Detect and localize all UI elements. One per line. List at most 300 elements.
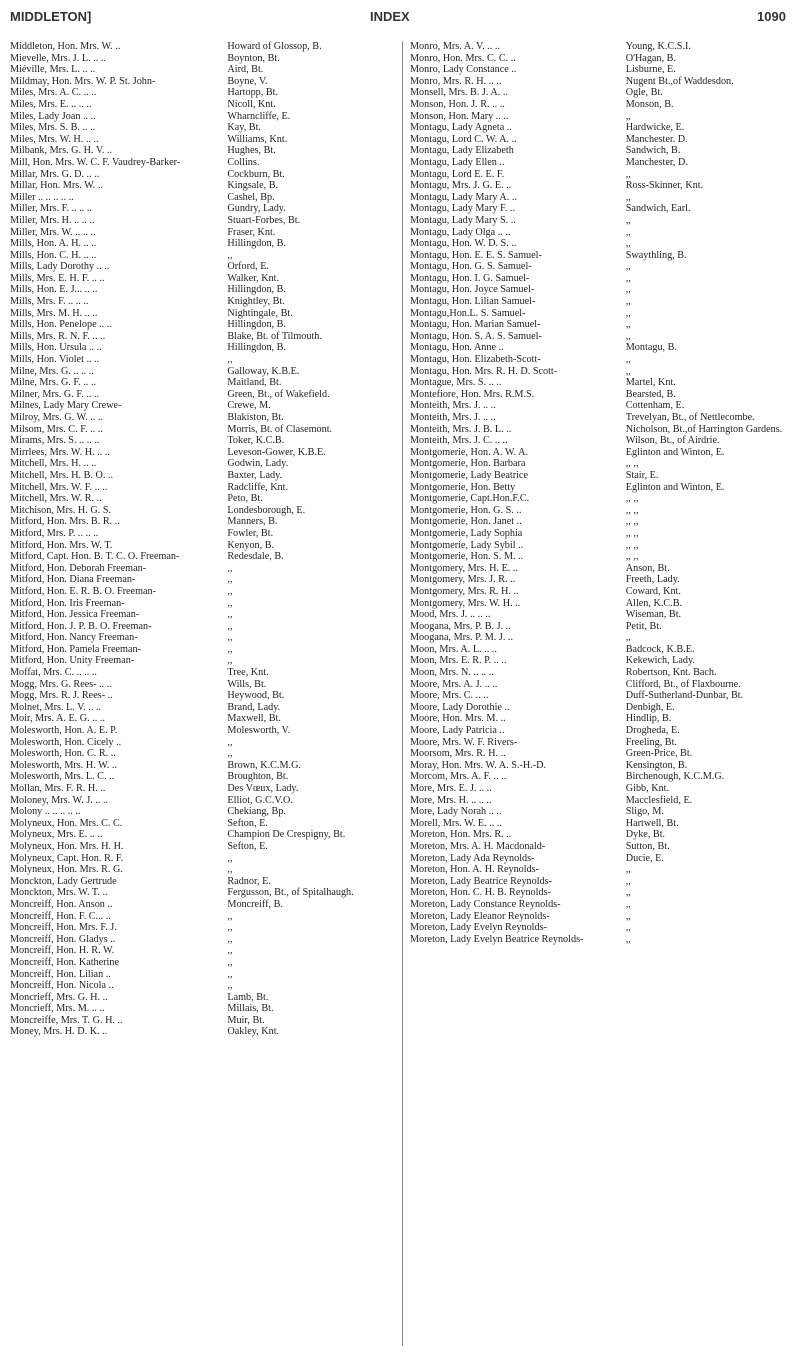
entry-name: Molyneux, Hon. Mrs. H. H. — [10, 840, 124, 852]
entry-name: Montagu, Hon. W. D. S. .. — [410, 238, 517, 250]
entry-reference: Stair, E. — [625, 469, 659, 481]
entry-name: Mitford, Hon. J. P. B. O. Freeman- — [10, 620, 152, 632]
entry-reference: Nightingale, Bt. — [227, 307, 293, 319]
entry-reference: Boyne, V. — [227, 75, 268, 87]
entry-name: Montagu, Lady Agneta .. — [410, 122, 512, 134]
entry-reference: Cottenham, E. — [625, 400, 685, 412]
entry-reference: Green, Bt., of Wakefield. — [227, 388, 330, 400]
entry-name: Molesworth, Hon. A. E. P. — [10, 725, 118, 737]
entry-name: Moore, Lady Dorothie .. — [410, 701, 510, 713]
entry-reference: Walker, Knt. — [227, 272, 280, 284]
entry-name: Montague, Mrs. S. .. .. — [410, 377, 502, 389]
index-entry — [410, 725, 795, 737]
entry-name: Mills, Hon. E. J... .. .. — [10, 284, 98, 296]
index-entry — [410, 632, 795, 644]
entry-reference: ,, — [227, 655, 233, 667]
entry-name: Mitford, Hon. Nancy Freeman- — [10, 632, 138, 644]
index-entry — [410, 470, 795, 482]
entry-name: Moncreiff, Hon. H. R. W. — [10, 945, 115, 957]
entry-reference: ,, — [625, 365, 631, 377]
index-entry — [10, 586, 398, 598]
index-entry — [10, 876, 398, 888]
entry-name: Montagu, Hon. Mrs. R. H. D. Scott- — [410, 365, 558, 377]
entry-reference: ,, ,, — [625, 516, 639, 528]
entry-name: Montgomerie, Hon. G. S. .. — [410, 504, 522, 516]
page-number: 1090 — [757, 9, 786, 24]
entry-reference: Freeling, Bt. — [625, 736, 677, 748]
index-entry — [10, 725, 398, 737]
entry-reference: Robertson, Knt. Bach. — [625, 667, 717, 679]
entry-reference: Hillingdon, B. — [227, 238, 286, 250]
index-entry — [10, 911, 398, 923]
entry-name: Mildmay, Hon. Mrs. W. P. St. John- — [10, 75, 156, 87]
entry-name: Mitchison, Mrs. H. G. S. — [10, 504, 112, 516]
index-entry — [10, 853, 398, 865]
index-entry — [10, 957, 398, 969]
entry-reference: Nicoll, Knt. — [227, 98, 276, 110]
entry-reference: ,, — [625, 284, 631, 296]
entry-name: Monteith, Mrs. J. .. .. — [410, 400, 496, 412]
entry-name: Moncrieff, Mrs. M. .. .. — [10, 1003, 105, 1015]
entry-reference: Manchester. D. — [625, 133, 688, 145]
entry-name: Monckton, Mrs. W. T. .. — [10, 887, 108, 899]
entry-name: Monro, Lady Constance .. — [410, 64, 517, 76]
entry-name: Mitchell, Mrs. W. R. .. — [10, 493, 102, 505]
entry-reference: Nugent Bt.,of Waddesdon. — [625, 75, 734, 87]
entry-name: Montagu, Hon. G. S. Samuel- — [410, 261, 532, 273]
index-entry — [410, 354, 795, 366]
entry-reference: Ogle, Bt. — [625, 87, 663, 99]
entry-reference: ,, — [625, 272, 631, 284]
index-entry — [410, 215, 795, 227]
entry-reference: Martel, Knt. — [625, 377, 676, 389]
entry-reference: Trevelyan, Bt., of Nettlecombe. — [625, 412, 755, 423]
entry-reference: Petit, Bt. — [625, 620, 662, 632]
entry-reference: Hartopp, Bt. — [227, 87, 279, 99]
entry-name: Monson, Hon. Mary .. .. — [410, 110, 509, 122]
entry-reference: Birchenough, K.C.M.G. — [625, 771, 725, 783]
index-entry — [10, 644, 398, 656]
entry-reference: Redesdale, B. — [227, 551, 284, 563]
index-entry — [410, 748, 795, 760]
entry-name: Montagu, Hon. Marian Samuel- — [410, 319, 541, 331]
index-entry — [10, 227, 398, 239]
entry-name: Mills, Mrs. M. H. .. .. — [10, 307, 98, 319]
entry-name: Moffat, Mrs. C. .. .. .. — [10, 667, 97, 679]
index-entry — [10, 980, 398, 992]
index-column-right — [410, 41, 795, 945]
entry-reference: ,, — [625, 887, 631, 899]
entry-reference: ,, ,, — [625, 493, 639, 505]
entry-reference: Kekewich, Lady. — [625, 655, 695, 667]
index-entry — [410, 806, 795, 818]
entry-name: Mollan, Mrs. F. R. H. .. — [10, 783, 106, 794]
index-entry — [410, 157, 795, 169]
entry-name: Mitford, Capt. Hon. B. T. C. O. Freeman- — [10, 551, 180, 563]
index-entry — [410, 342, 795, 354]
index-entry — [10, 829, 398, 841]
entry-name: Moncreiff, Hon. Gladys .. — [10, 933, 116, 945]
entry-reference: Macclesfield, E. — [625, 794, 693, 806]
index-entry — [10, 609, 398, 621]
entry-reference: Hindlip, B. — [625, 713, 672, 725]
entry-reference: Wiseman, Bt. — [625, 609, 682, 621]
index-entry — [10, 690, 398, 702]
index-entry — [10, 887, 398, 899]
entry-reference: Sefton, E. — [227, 817, 268, 829]
entry-reference: ,, — [625, 226, 631, 238]
entry-name: Montgomery, Mrs. H. E. .. — [410, 562, 518, 574]
entry-reference: Eglinton and Winton, E. — [625, 446, 725, 458]
index-entry — [410, 713, 795, 725]
entry-name: Millar, Mrs. G. D. .. .. — [10, 168, 100, 180]
index-entry — [10, 934, 398, 946]
entry-name: Montgomerie, Lady Beatrice — [410, 469, 528, 481]
index-entry — [10, 1003, 398, 1015]
entry-reference: Radnor, E. — [227, 875, 271, 887]
entry-name: Mills, Hon. Ursula .. .. — [10, 342, 102, 354]
index-entry — [410, 41, 795, 53]
index-entry — [10, 157, 398, 169]
entry-name: Mitford, Mrs. P. .. .. .. — [10, 527, 99, 539]
entry-name: Montgomerie, Hon. S. M. .. — [410, 551, 524, 563]
entry-reference: Montagu, B. — [625, 342, 677, 354]
entry-reference: ,, — [625, 296, 631, 308]
entry-name: Monteith, Mrs. J. B. L. .. — [410, 423, 512, 435]
index-entry — [10, 528, 398, 540]
entry-reference: Maxwell, Bt. — [227, 713, 281, 725]
index-entry — [410, 795, 795, 807]
index-entry — [10, 806, 398, 818]
index-entry — [410, 505, 795, 517]
entry-name: Moreton, Lady Beatrice Reynolds- — [410, 875, 553, 887]
index-entry — [10, 702, 398, 714]
entry-name: Molyneux, Capt. Hon. R. F. — [10, 852, 124, 864]
entry-reference: Leveson-Gower, K.B.E. — [227, 446, 326, 458]
index-entry — [410, 690, 795, 702]
entry-reference: Hughes, Bt. — [227, 145, 276, 157]
index-entry — [10, 470, 398, 482]
entry-reference: ,, — [227, 643, 233, 655]
entry-reference: Wharncliffe, E. — [227, 110, 291, 122]
entry-reference: Muir, Bt. — [227, 1014, 265, 1026]
entry-name: Moorsom, Mrs. R. H. .. — [410, 748, 506, 760]
entry-reference: Sandwich, B. — [625, 145, 681, 157]
index-entry — [10, 574, 398, 586]
entry-reference: Fraser, Knt. — [227, 226, 276, 238]
entry-reference: Fergusson, Bt., of Spitalhaugh. — [227, 887, 354, 899]
entry-reference: Collins. — [227, 156, 260, 168]
entry-name: Mood, Mrs. J. .. .. .. — [410, 609, 491, 621]
entry-reference: Anson, Bt. — [625, 562, 670, 574]
entry-reference: Galloway, K.B.E. — [227, 365, 300, 377]
entry-name: Moore, Mrs. W. F. Rivers- — [410, 736, 518, 748]
entry-reference: Champion De Crespigny, Bt. — [227, 829, 346, 841]
entry-name: More, Mrs. E. J. .. .. — [410, 783, 492, 794]
entry-reference: ,, — [625, 110, 631, 122]
entry-reference: O'Hagan, B. — [625, 52, 676, 64]
index-entry — [10, 493, 398, 505]
entry-name: Montgomerie, Hon. Betty — [410, 481, 516, 493]
entry-name: Montagu, Hon. S. A. S. Samuel- — [410, 330, 542, 342]
index-entry — [10, 783, 398, 795]
entry-name: Mirams, Mrs. S. .. .. .. — [10, 435, 100, 447]
entry-name: Mitchell, Mrs. H. .. .. — [10, 458, 97, 470]
entry-name: Milbank, Mrs. G. H. V. .. — [10, 145, 113, 157]
index-entry — [10, 818, 398, 830]
index-entry — [10, 563, 398, 575]
entry-reference: Duff-Sutherland-Dunbar, Bt. — [625, 690, 744, 702]
index-entry — [410, 574, 795, 586]
entry-name: Monro, Mrs. R. H. .. .. — [410, 75, 502, 87]
entry-name: Miles, Mrs. S. B. .. .. — [10, 122, 96, 134]
entry-reference: Fowler, Bt. — [227, 527, 274, 539]
entry-reference: Orford, E. — [227, 261, 269, 273]
entry-name: More, Lady Norah .. .. — [410, 806, 502, 818]
entry-name: Miles, Mrs. E. .. .. .. — [10, 98, 92, 110]
index-entry — [10, 250, 398, 262]
entry-reference: Radcliffe, Knt. — [227, 481, 289, 493]
entry-reference: ,, — [625, 168, 631, 180]
entry-name: Molesworth, Mrs. H. W. .. — [10, 759, 117, 771]
entry-reference: Badcock, K.B.E. — [625, 643, 695, 655]
entry-name: Miller, Mrs. W. .. .. .. — [10, 226, 96, 238]
entry-name: Millar, Hon. Mrs. W. .. — [10, 180, 103, 192]
index-entry — [410, 180, 795, 192]
index-entry — [10, 748, 398, 760]
entry-reference: Heywood, Bt. — [227, 690, 285, 702]
entry-reference: ,, — [227, 562, 233, 574]
entry-name: Montgomery, Mrs. J. R. .. — [410, 574, 516, 586]
running-head-left: MIDDLETON] — [10, 9, 92, 24]
entry-name: Montagu, Hon. Lilian Samuel- — [410, 296, 536, 308]
index-entry — [10, 516, 398, 528]
index-entry — [410, 284, 795, 296]
index-entry — [10, 111, 398, 123]
entry-name: Mitford, Hon. Mrs. W. T. — [10, 539, 113, 551]
index-entry — [410, 864, 795, 876]
entry-reference: ,, — [227, 748, 233, 760]
index-entry — [410, 377, 795, 389]
index-entry — [10, 922, 398, 934]
index-entry — [410, 934, 795, 946]
entry-reference: Brand, Lady. — [227, 701, 281, 713]
index-entry — [410, 64, 795, 76]
entry-name: Mogg, Mrs. G. Rees- .. .. — [10, 678, 112, 690]
entry-name: Moreton, Hon. A. H. Reynolds- — [410, 864, 540, 876]
entry-reference: Chekiang, Bp. — [227, 806, 286, 818]
index-entry — [410, 412, 795, 424]
entry-name: Monteith, Mrs. J. C. .. .. — [410, 435, 508, 447]
entry-name: Montagu, Lady Olga .. .. — [410, 226, 511, 238]
entry-reference: Hardwicke, E. — [625, 122, 685, 134]
entry-name: Miéville, Mrs. L. .. .. — [10, 64, 96, 76]
index-entry — [10, 713, 398, 725]
entry-reference: ,, — [227, 632, 233, 644]
index-entry — [10, 122, 398, 134]
entry-reference: Hillingdon, B. — [227, 284, 286, 296]
entry-name: Montagu, Lady Mary S. .. — [410, 214, 516, 226]
index-entry — [410, 111, 795, 123]
index-entry — [10, 667, 398, 679]
entry-reference: ,, ,, — [625, 539, 639, 551]
index-entry — [410, 702, 795, 714]
entry-reference: ,, — [625, 214, 631, 226]
index-entry — [410, 493, 795, 505]
index-entry — [410, 87, 795, 99]
entry-reference: ,, ,, — [625, 551, 639, 563]
entry-reference: ,, — [227, 585, 233, 597]
index-entry — [410, 400, 795, 412]
entry-name: Miles, Lady Joan .. .. — [10, 110, 96, 122]
index-entry — [410, 76, 795, 88]
entry-name: Montgomerie, Hon. Janet .. — [410, 516, 522, 528]
entry-reference: Coward, Knt. — [625, 585, 681, 597]
index-entry — [10, 331, 398, 343]
entry-reference: ,, — [625, 864, 631, 876]
entry-reference: Crewe, M. — [227, 400, 271, 412]
entry-reference: ,, — [227, 956, 233, 968]
index-entry — [10, 482, 398, 494]
entry-reference: Sutton, Bt. — [625, 840, 670, 852]
entry-reference: Hillingdon, B. — [227, 342, 286, 354]
entry-name: Montagu, Lady Mary F. .. — [410, 203, 516, 215]
index-entry — [10, 899, 398, 911]
entry-name: Mills, Mrs. E. H. F. .. .. — [10, 272, 105, 284]
entry-name: Mitford, Hon. Pamela Freeman- — [10, 643, 141, 655]
entry-name: Molyneux, Mrs. E. .. .. — [10, 829, 103, 841]
entry-name: Moreton, Hon. Mrs. R. .. — [410, 829, 512, 841]
entry-reference: ,, — [227, 597, 233, 609]
entry-reference: ,, — [227, 910, 233, 922]
entry-name: More, Mrs. H. .. .. .. — [410, 794, 492, 806]
index-entry — [10, 284, 398, 296]
index-entry — [10, 435, 398, 447]
entry-name: Mills, Hon. Penelope .. .. — [10, 319, 112, 331]
entry-name: Moncreiff, Hon. Mrs. F. J. — [10, 922, 117, 934]
entry-reference: Londesborough, E. — [227, 504, 306, 516]
entry-name: Montgomery, Mrs. W. H. .. — [410, 597, 521, 609]
index-entry — [410, 922, 795, 934]
entry-reference: ,, — [227, 354, 233, 366]
index-entry — [10, 771, 398, 783]
entry-name: Monckton, Lady Gertrude — [10, 875, 117, 887]
index-entry — [410, 528, 795, 540]
entry-reference: ,, — [625, 238, 631, 250]
entry-name: Milroy, Mrs. G. W. .. .. — [10, 412, 104, 423]
column-divider — [402, 41, 403, 1346]
entry-reference: ,, — [227, 249, 233, 261]
entry-name: Mogg, Mrs. R. J. Rees- .. — [10, 690, 113, 702]
entry-name: Miller, Mrs. F. .. .. .. — [10, 203, 92, 215]
entry-name: Morell, Mrs. W. E. .. .. — [410, 817, 502, 829]
index-entry — [10, 447, 398, 459]
entry-name: Moon, Mrs. N. .. .. .. — [410, 667, 494, 679]
entry-name: Moon, Mrs. E. R. P. .. .. — [410, 655, 507, 667]
index-entry — [410, 667, 795, 679]
index-entry — [410, 771, 795, 783]
entry-name: Moore, Mrs. A. J. .. .. — [410, 678, 498, 690]
entry-reference: ,, — [227, 980, 233, 992]
entry-name: Mitford, Hon. Iris Freeman- — [10, 597, 125, 609]
entry-name: Milne, Mrs. G. F. .. .. — [10, 377, 97, 389]
entry-reference: Elliot, G.C.V.O. — [227, 794, 293, 806]
index-entry — [410, 586, 795, 598]
entry-reference: Manchester, D. — [625, 156, 688, 168]
index-entry — [10, 945, 398, 957]
entry-reference: ,, — [625, 898, 631, 910]
index-entry — [10, 992, 398, 1004]
entry-reference: Blake, Bt. of Tilmouth. — [227, 330, 322, 342]
entry-name: Milne, Mrs. G. .. .. .. — [10, 365, 94, 377]
entry-reference: Sandwich, Earl. — [625, 203, 691, 215]
index-entry — [10, 145, 398, 157]
entry-name: Montgomerie, Hon. A. W. A. — [410, 446, 529, 458]
index-entry — [10, 621, 398, 633]
entry-reference: Swaythling, B. — [625, 249, 687, 261]
entry-name: Moogana, Mrs. P. M. J. .. — [410, 632, 514, 644]
index-entry — [410, 516, 795, 528]
entry-reference: Peto, Bt. — [227, 493, 263, 505]
entry-name: Moreton, Hon. C. H. B. Reynolds- — [410, 887, 551, 899]
index-entry — [410, 551, 795, 563]
entry-name: Montagu, Lord E. E. F. — [410, 168, 505, 180]
entry-reference: Brown, K.C.M.G. — [227, 759, 301, 771]
entry-name: Mitford, Hon. Deborah Freeman- — [10, 562, 147, 574]
entry-reference: ,, — [227, 736, 233, 748]
entry-name: Moncreiffe, Mrs. T. G. H. .. — [10, 1014, 123, 1026]
index-entry — [10, 296, 398, 308]
entry-reference: ,, — [625, 261, 631, 273]
index-entry — [410, 876, 795, 888]
index-entry — [10, 505, 398, 517]
entry-name: Mills, Mrs. R. N. F. .. .. — [10, 330, 106, 342]
index-entry — [10, 180, 398, 192]
entry-name: Mitford, Hon. Jessica Freeman- — [10, 609, 140, 621]
index-entry — [410, 238, 795, 250]
index-entry — [10, 273, 398, 285]
entry-name: Mills, Hon. C. H. .. .. — [10, 249, 97, 261]
entry-name: Moogana, Mrs. P. B. J. .. — [410, 620, 511, 632]
entry-name: Milsom, Mrs. C. F. .. .. — [10, 423, 103, 435]
entry-reference: Blakiston, Bt. — [227, 412, 284, 423]
index-entry — [410, 331, 795, 343]
index-entry — [410, 53, 795, 65]
entry-reference: Hillingdon, B. — [227, 319, 286, 331]
entry-name: Moore, Hon. Mrs. M. .. — [410, 713, 506, 725]
entry-name: Monro, Hon. Mrs. C. C. .. — [410, 52, 516, 64]
entry-reference: Gibb, Knt. — [625, 783, 670, 794]
index-entry — [10, 238, 398, 250]
index-entry — [410, 609, 795, 621]
entry-name: Moore, Mrs. C. .. .. — [410, 690, 489, 702]
entry-reference: Drogheda, E. — [625, 725, 680, 737]
entry-reference: Nicholson, Bt.,of Harrington Gardens. — [625, 423, 783, 435]
index-entry — [410, 655, 795, 667]
entry-reference: ,, — [625, 933, 631, 945]
index-entry — [10, 64, 398, 76]
index-entry — [10, 354, 398, 366]
entry-reference: Broughton, Bt. — [227, 771, 289, 783]
entry-name: Mitford, Hon. E. R. B. O. Freeman- — [10, 585, 157, 597]
index-entry — [410, 818, 795, 830]
index-entry — [10, 864, 398, 876]
entry-name: Mills, Lady Dorothy .. .. — [10, 261, 110, 273]
index-entry — [410, 760, 795, 772]
index-entry — [410, 911, 795, 923]
index-entry — [10, 76, 398, 88]
index-entry — [10, 1026, 398, 1038]
